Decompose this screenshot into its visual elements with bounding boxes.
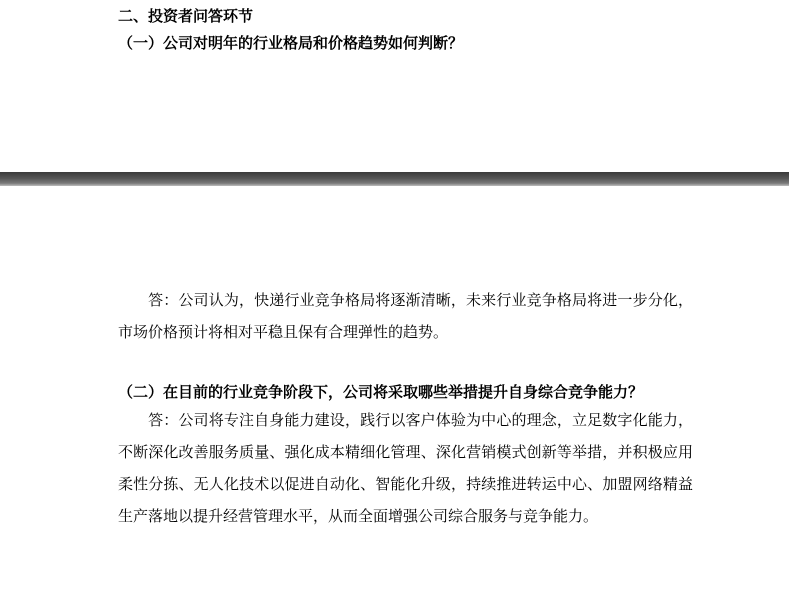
page-separator — [0, 172, 789, 186]
answer-2-paragraph — [118, 404, 693, 532]
answer-1-text: 答：公司认为，快递行业竞争格局将逐渐清晰，未来行业竞争格局将进一步分化，市场价格预计将相对平稳且保有合理弹性的趋势。 — [118, 291, 693, 341]
question-1-heading: （一）公司对明年的行业格局和价格趋势如何判断？ — [118, 34, 464, 52]
document-page-1 — [0, 0, 789, 172]
question-2-heading: （二）在目前的行业竞争阶段下，公司将采取哪些举措提升自身综合竞争能力？ — [118, 383, 644, 401]
section-heading: 二、投资者问答环节 — [118, 7, 254, 25]
document-page-2 — [0, 186, 789, 590]
answer-2-text: 答：公司将专注自身能力建设，践行以客户体验为中心的理念，立足数字化能力，不断深化改善服务质量、强化成本精细化管理、深化营销模式创新等举措，并积极应用柔性分拣、无人化技术以促进自动化、智能化升级，持续推进转运中心、加盟网络精益生产落地以提升经营管理水平，从而全面增强公司综合服务与竞争能力。 — [118, 411, 693, 525]
answer-1-paragraph — [118, 284, 693, 348]
